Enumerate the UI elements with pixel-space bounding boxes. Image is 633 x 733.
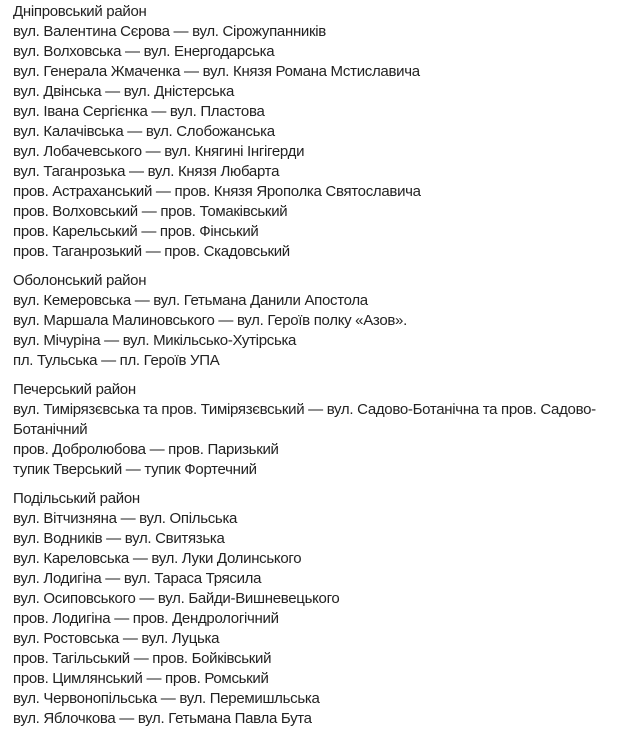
street-rename-item: вул. Кареловська — вул. Луки Долинського [13, 550, 302, 567]
district-heading: Оболонський район [13, 272, 147, 289]
street-rename-item: вул. Лобачевського — вул. Княгині Інгігерди [13, 143, 305, 160]
street-rename-item: вул. Волховська — вул. Енергодарська [13, 43, 275, 60]
street-rename-item: вул. Водників — вул. Свитязька [13, 530, 225, 547]
street-rename-item: вул. Калачівська — вул. Слобожанська [13, 123, 275, 140]
street-rename-item: пров. Астраханський — пров. Князя Ярополка Святославича [13, 183, 421, 200]
street-rename-item: вул. Ростовська — вул. Луцька [13, 630, 220, 647]
street-rename-item: вул. Маршала Малиновського — вул. Героїв полку «Азов». [13, 312, 407, 329]
district-heading: Дніпровський район [13, 3, 147, 20]
street-rename-item: вул. Осиповського — вул. Байди-Вишневецького [13, 590, 340, 607]
street-rename-item: пров. Волховський — пров. Томаківський [13, 203, 288, 220]
street-rename-item: вул. Тимірязєвська та пров. Тимірязєвський — вул. Садово-Ботанічна та пров. Садово-Ботанічний [13, 401, 596, 438]
street-rename-item: пров. Цимлянський — пров. Ромський [13, 670, 269, 687]
district-section [13, 489, 617, 729]
street-rename-item: вул. Генерала Жмаченка — вул. Князя Романа Мстиславича [13, 63, 420, 80]
street-rename-item: вул. Червонопільська — вул. Перемишльська [13, 690, 320, 707]
street-rename-item: пров. Добролюбова — пров. Паризький [13, 441, 279, 458]
district-sections [13, 2, 617, 729]
street-rename-item: вул. Мічуріна — вул. Микільсько-Хутірська [13, 332, 297, 349]
street-rename-item: пл. Тульська — пл. Героїв УПА [13, 352, 220, 369]
street-rename-item: вул. Яблочкова — вул. Гетьмана Павла Бута [13, 710, 312, 727]
district-heading: Печерський район [13, 381, 136, 398]
street-rename-item: вул. Двінська — вул. Дністерська [13, 83, 235, 100]
district-section [13, 2, 617, 262]
street-rename-item: вул. Валентина Сєрова — вул. Сірожупанників [13, 23, 326, 40]
street-rename-item: пров. Таганрозький — пров. Скадовський [13, 243, 290, 260]
street-rename-item: пров. Тагільський — пров. Бойківський [13, 650, 272, 667]
street-rename-item: вул. Таганрозька — вул. Князя Любарта [13, 163, 280, 180]
street-rename-item: вул. Кемеровська — вул. Гетьмана Данили Апостола [13, 292, 368, 309]
street-rename-item: вул. Лодигіна — вул. Тараса Трясила [13, 570, 262, 587]
street-rename-item: вул. Івана Сергієнка — вул. Пластова [13, 103, 265, 120]
street-rename-item: пров. Лодигіна — пров. Дендрологічний [13, 610, 279, 627]
district-heading: Подільський район [13, 490, 140, 507]
street-rename-item: пров. Карельський — пров. Фінський [13, 223, 259, 240]
street-rename-item: вул. Вітчизняна — вул. Опільська [13, 510, 238, 527]
district-section [13, 271, 617, 371]
street-rename-item: тупик Тверський — тупик Фортечний [13, 461, 257, 478]
district-section [13, 380, 617, 480]
